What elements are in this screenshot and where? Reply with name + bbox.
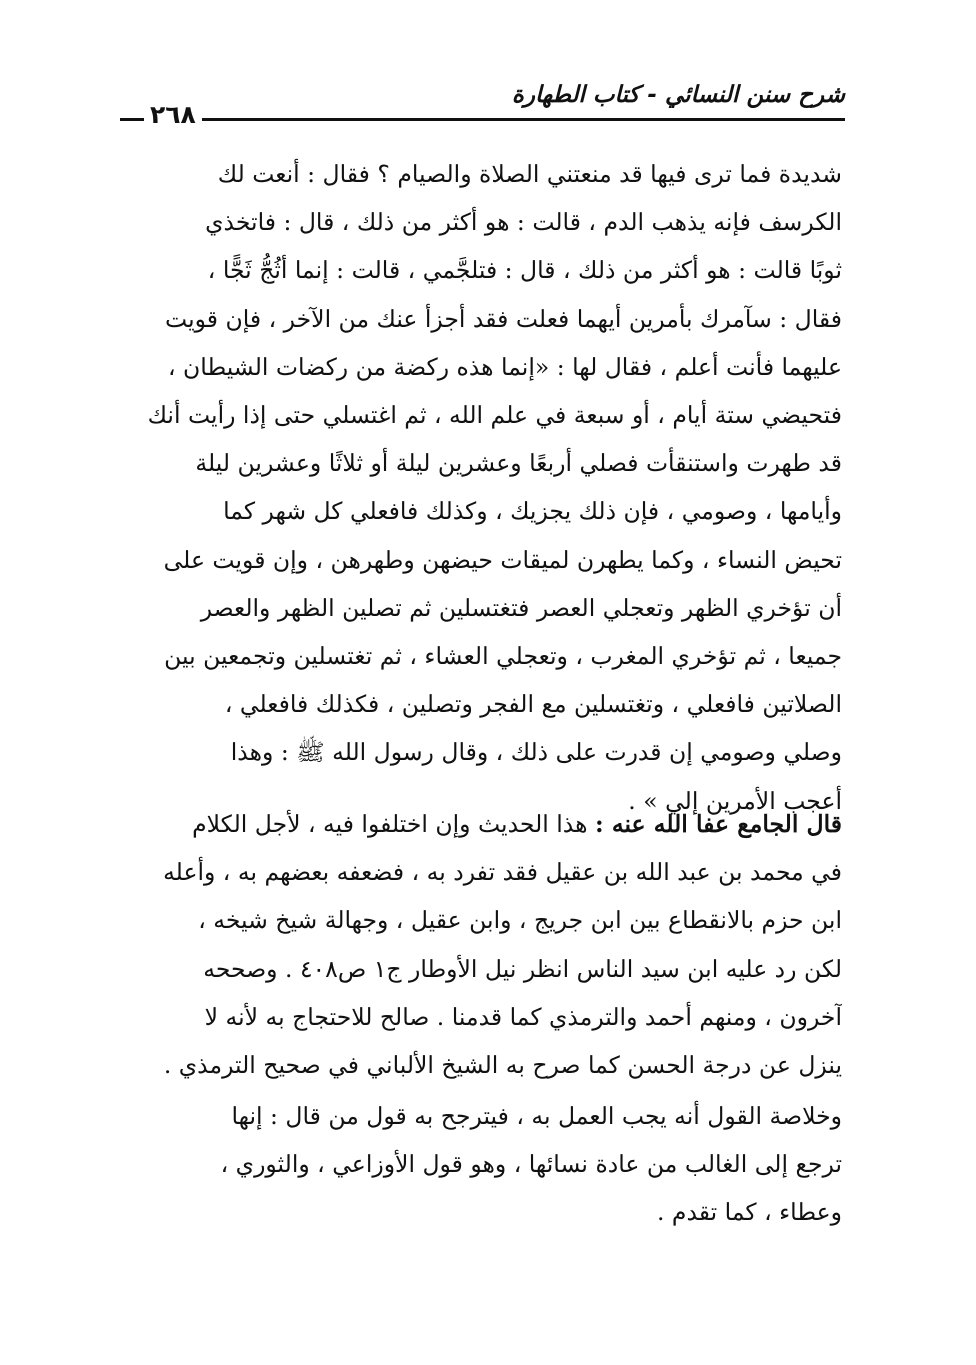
text-line: أن تؤخري الظهر وتعجلي العصر فتغتسلين ثم تصلين الظهر والعصر [200, 593, 842, 622]
text-line: ينزل عن درجة الحسن كما صرح به الشيخ الألباني في صحيح الترمذي . [163, 1051, 842, 1080]
paragraph-commentary [112, 800, 842, 1089]
commentator-lead: قال الجامع عفا الله عنه : [594, 810, 842, 838]
text-line: الصلاتين فافعلي ، وتغتسلين مع الفجر وتصلين ، فكذلك فافعلي ، [224, 690, 842, 719]
text-line: الكرسف فإنه يذهب الدم ، قالت : هو أكثر من ذلك ، قال : فاتخذي [205, 208, 842, 237]
page-number: ٢٦٨ [144, 100, 202, 129]
text-line: لكن رد عليه ابن سيد الناس انظر نيل الأوطار ج١ ص٤٠٨ . وصححه [203, 954, 842, 983]
paragraph-conclusion [112, 1092, 842, 1237]
text-line: جميعا ، ثم تؤخري المغرب ، وتعجلي العشاء ، ثم تغتسلين وتجمعين بين [164, 642, 842, 671]
text-line-first [112, 800, 842, 848]
text-line: شديدة فما ترى فيها قد منعتني الصلاة والصيام ؟ فقال : أنعت لك [217, 160, 842, 188]
page-header [110, 78, 845, 134]
text-line: وأيامها ، وصومي ، فإن ذلك يجزيك ، وكذلك فافعلي كل شهر كما [223, 497, 842, 526]
first-line-rest: هذا الحديث وإن اختلفوا فيه ، لأجل الكلام [192, 810, 595, 838]
text-line: آخرون ، ومنهم أحمد والترمذي كما قدمنا . صالح للاحتجاج به لأنه لا [204, 1002, 842, 1031]
header-rule [120, 118, 845, 121]
text-line: عليهما فأنت أعلم ، فقال لها : «إنما هذه ركضة من ركضات الشيطان ، [167, 352, 842, 381]
text-line: وخلاصة القول أنه يجب العمل به ، فيترجح به قول من قال : إنها [231, 1102, 842, 1130]
text-line: قد طهرت واستنقأت فصلي أربعًا وعشرين ليلة أو ثلاثًا وعشرين ليلة [195, 449, 842, 478]
text-line: أعجب الأمرين إلي » . [628, 786, 842, 815]
text-line: وصلي وصومي إن قدرت على ذلك ، وقال رسول الله ﷺ : وهذا [230, 738, 842, 767]
paragraph-hadith-text [112, 150, 842, 825]
text-line: فتحيضي ستة أيام ، أو سبعة في علم الله ، ثم اغتسلي حتى إذا رأيت أنك [147, 401, 842, 430]
running-title: شرح سنن النسائي - كتاب الطهارة [511, 82, 845, 108]
text-line: في محمد بن عبد الله بن عقيل فقد تفرد به ، فضعفه بعضهم به ، وأعله [163, 858, 842, 887]
text-line: فقال : سآمرك بأمرين أيهما فعلت فقد أجزأ عنك من الآخر ، فإن قويت [165, 304, 842, 333]
text-line: ابن حزم بالانقطاع بين ابن جريج ، وابن عقيل ، وجهالة شيخ شيخه ، [198, 906, 842, 935]
text-line: ثوبًا قالت : هو أكثر من ذلك ، قال : فتلجَّمي ، قالت : إنما أثُجُّ ثَجًّا ، [207, 256, 842, 285]
text-line: ترجع إلى الغالب من عادة نسائها ، وهو قول الأوزاعي ، والثوري ، [220, 1150, 842, 1179]
text-line: تحيض النساء ، وكما يطهرن لميقات حيضهن وطهرهن ، وإن قويت على [163, 545, 842, 574]
text-line: وعطاء ، كما تقدم . [656, 1198, 842, 1227]
